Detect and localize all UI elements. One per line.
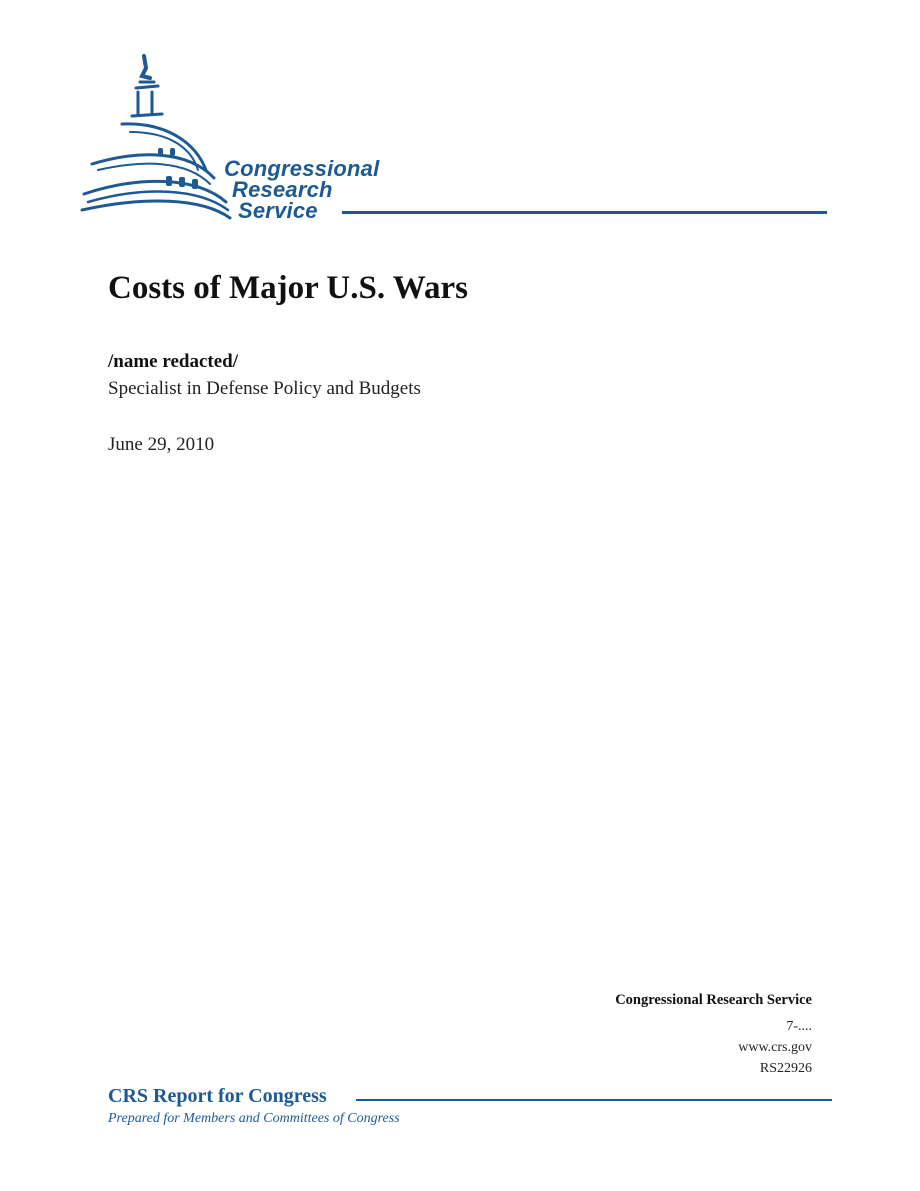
website-link[interactable]: www.crs.gov: [738, 1040, 812, 1055]
contact-block: [615, 990, 812, 1079]
author-role: Specialist in Defense Policy and Budgets: [108, 378, 421, 399]
phone-number: 7-....: [786, 1019, 812, 1034]
logo-text-line-3: Service: [238, 198, 318, 223]
logo-text-line-2: Research: [232, 177, 333, 202]
footer-subtitle: Prepared for Members and Committees of Congress: [108, 1111, 400, 1126]
footer-title: CRS Report for Congress: [108, 1085, 327, 1107]
report-title: Costs of Major U.S. Wars: [108, 270, 468, 306]
organization-name: Congressional Research Service: [615, 992, 812, 1008]
logo-text-line-1: Congressional: [224, 156, 380, 181]
report-number: RS22926: [759, 1061, 812, 1076]
report-date: June 29, 2010: [108, 434, 215, 455]
author-name: /name redacted/: [108, 351, 238, 372]
header-rule: [342, 211, 827, 214]
footer-rule: [356, 1099, 832, 1101]
